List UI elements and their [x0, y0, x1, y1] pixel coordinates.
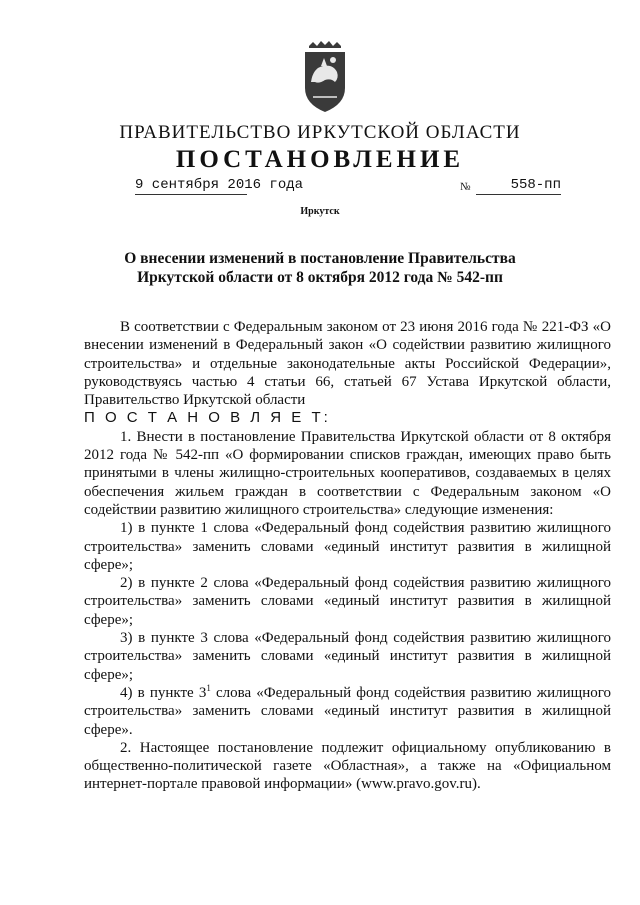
- document-title: [0, 249, 640, 287]
- document-type: ПОСТАНОВЛЕНИЕ: [175, 146, 465, 173]
- subitem-3-paragraph: 3) в пункте 3 слова «Федеральный фонд содействия развитию жилищного строительства» заменить словами «единый институт развития в жилищной сфере»;: [84, 630, 611, 683]
- number-sign: №: [460, 181, 471, 193]
- subitem-4-paragraph: [84, 684, 611, 739]
- preamble-paragraph: В соответствии с Федеральным законом от 23 июня 2016 года № 221-ФЗ «О внесении изменений в Федеральный закон «О содействии развитию жилищного строительства» и отдельные законодательные акты Российской Федерации», руководствуясь частью 4 статьи 66, статьей 67 Устава Иркутской области, Правительство Иркутской области: [84, 319, 611, 409]
- document-title-line-1: О внесении изменений в постановление Правительства: [124, 250, 516, 267]
- subitem-4-superscript: 1: [206, 682, 211, 693]
- document-date: 9 сентября 2016 года: [135, 177, 304, 193]
- item-1-paragraph: 1. Внести в постановление Правительства Иркутской области от 8 октября 2012 года № 542-пп «О формировании списков граждан, имеющих право быть принятыми в члены жилищно-строительных кооперативов, создаваемых в целях обеспечения жильем граждан в соответствии с Федеральным законом «О содействии развитию жилищного строительства» следующие изменения:: [84, 428, 611, 518]
- subitem-4-rest: слова «Федеральный фонд содействия развитию жилищного строительства» заменить словами «единый институт развития в жилищной сфере».: [84, 684, 612, 738]
- subitem-1-paragraph: 1) в пункте 1 слова «Федеральный фонд содействия развитию жилищного строительства» заменить словами «единый институт развития в жилищной сфере»;: [84, 520, 611, 573]
- document-body: [84, 318, 611, 794]
- irkutsk-coat-of-arms-icon: [303, 38, 347, 114]
- document-title-line-2: Иркутской области от 8 октября 2012 года № 542-пп: [137, 269, 503, 286]
- subitem-4-start: 4) в пункте 3: [120, 684, 207, 701]
- document-number: 558-пп: [476, 177, 561, 195]
- decree-word: П О С Т А Н О В Л Я Е Т:: [84, 409, 331, 427]
- government-name: ПРАВИТЕЛЬСТВО ИРКУТСКОЙ ОБЛАСТИ: [119, 122, 521, 143]
- city-name: Иркутск: [300, 206, 340, 217]
- subitem-2-paragraph: 2) в пункте 2 слова «Федеральный фонд содействия развитию жилищного строительства» заменить словами «единый институт развития в жилищной сфере»;: [84, 575, 611, 628]
- item-2-paragraph: 2. Настоящее постановление подлежит официальному опубликованию в общественно-политической газете «Областная», а также на «Официальном интернет-портале правовой информации» (www.pravo.gov.ru).: [84, 739, 611, 793]
